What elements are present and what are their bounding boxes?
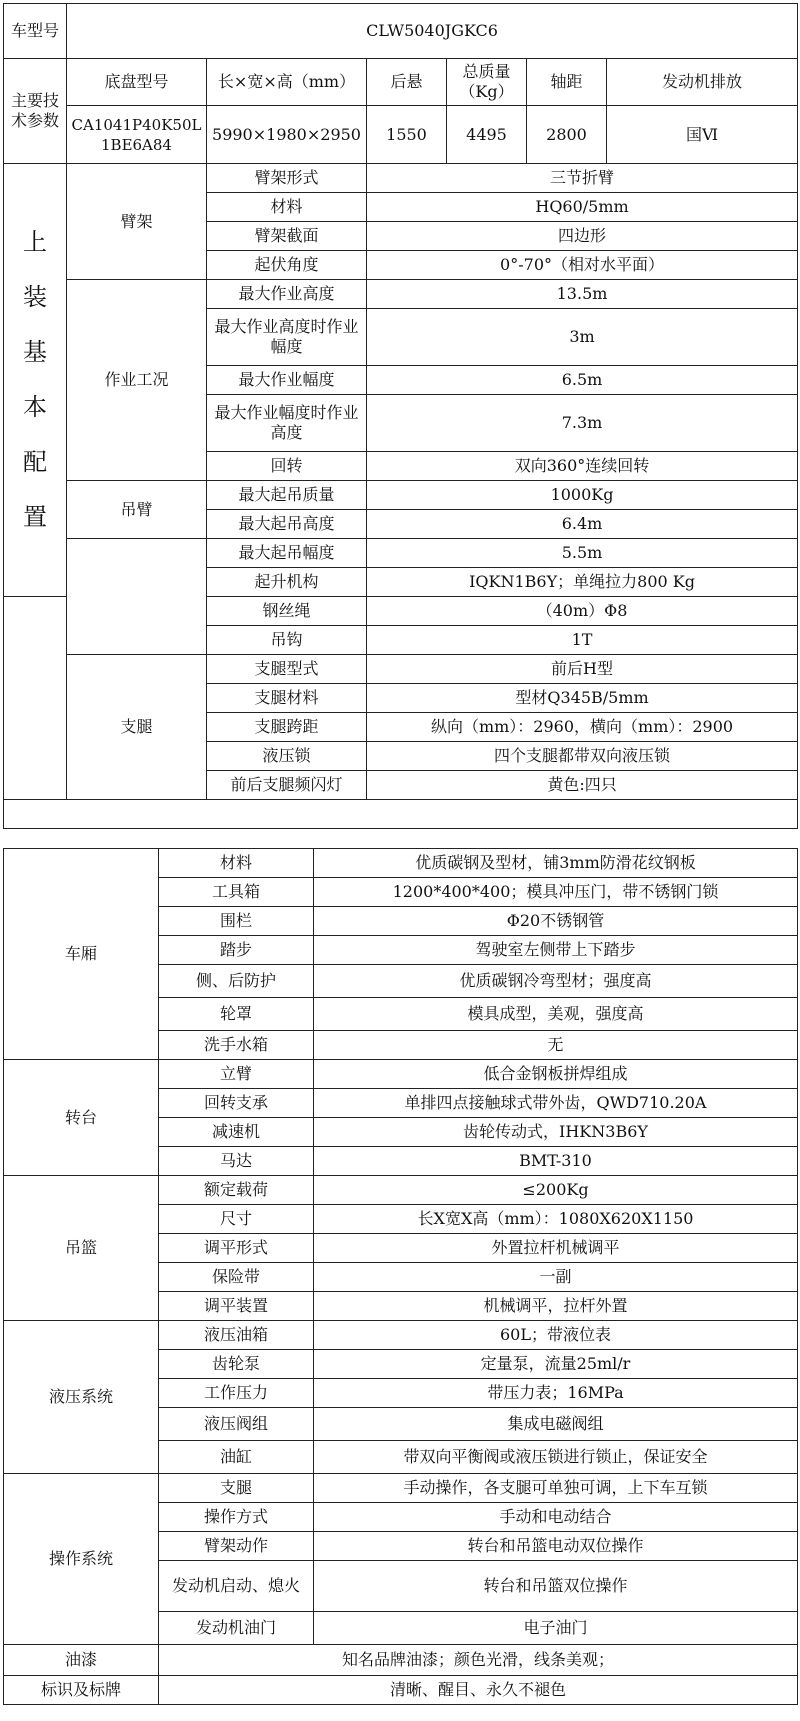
row-key: 操作方式 bbox=[159, 1503, 314, 1532]
label-marking: 标识及标牌 bbox=[4, 1676, 159, 1705]
header-total-mass: 总质量（Kg） bbox=[447, 59, 527, 106]
group-legs: 支腿 bbox=[67, 655, 207, 800]
row-value: 型材Q345B/5mm bbox=[367, 684, 798, 713]
label-paint: 油漆 bbox=[4, 1645, 159, 1676]
row-key: 减速机 bbox=[159, 1118, 314, 1147]
row-key: 吊钩 bbox=[207, 626, 367, 655]
header-emission: 发动机排放 bbox=[607, 59, 798, 106]
row-key: 起升机构 bbox=[207, 568, 367, 597]
row-key: 最大作业幅度时作业高度 bbox=[207, 395, 367, 452]
row-key: 保险带 bbox=[159, 1263, 314, 1292]
row-key: 前后支腿频闪灯 bbox=[207, 771, 367, 800]
label-main-params: 主要技术参数 bbox=[4, 59, 67, 164]
group-operation: 操作系统 bbox=[4, 1474, 159, 1645]
row-key: 油缸 bbox=[159, 1441, 314, 1474]
upper-char: 装 bbox=[23, 283, 47, 311]
row-key: 调平装置 bbox=[159, 1292, 314, 1321]
row-key: 支腿跨距 bbox=[207, 713, 367, 742]
row-value: IQKN1B6Y；单绳拉力800 Kg bbox=[367, 568, 798, 597]
row-key: 支腿型式 bbox=[207, 655, 367, 684]
row-key: 材料 bbox=[207, 193, 367, 222]
label-upper-config bbox=[4, 164, 67, 597]
row-key: 侧、后防护 bbox=[159, 965, 314, 998]
row-value: 3m bbox=[367, 309, 798, 366]
spec-table-upper bbox=[3, 3, 798, 829]
row-key: 额定载荷 bbox=[159, 1176, 314, 1205]
row-key: 尺寸 bbox=[159, 1205, 314, 1234]
row-value: 7.3m bbox=[367, 395, 798, 452]
row-value: 1000Kg bbox=[367, 481, 798, 510]
row-value: 电子油门 bbox=[314, 1612, 798, 1645]
row-value: 优质碳钢及型材，铺3mm防滑花纹钢板 bbox=[314, 849, 798, 878]
row-key: 回转支承 bbox=[159, 1089, 314, 1118]
header-wheelbase: 轴距 bbox=[527, 59, 607, 106]
row-value: 带压力表；16MPa bbox=[314, 1379, 798, 1408]
spec-table-lower bbox=[3, 848, 798, 1705]
row-key: 最大作业高度 bbox=[207, 280, 367, 309]
row-value: 60L；带液位表 bbox=[314, 1321, 798, 1350]
row-value: 手动和电动结合 bbox=[314, 1503, 798, 1532]
model-value: CLW5040JGKC6 bbox=[67, 4, 798, 59]
row-key: 洗手水箱 bbox=[159, 1031, 314, 1060]
row-value: 黄色:四只 bbox=[367, 771, 798, 800]
value-rear-overhang: 1550 bbox=[367, 106, 447, 164]
row-key: 踏步 bbox=[159, 936, 314, 965]
row-value: Φ20不锈钢管 bbox=[314, 907, 798, 936]
row-value: 单排四点接触球式带外齿，QWD710.20A bbox=[314, 1089, 798, 1118]
value-emission: 国Ⅵ bbox=[607, 106, 798, 164]
row-value: ≤200Kg bbox=[314, 1176, 798, 1205]
upper-char: 本 bbox=[23, 393, 47, 421]
row-value: 齿轮传动式，IHKN3B6Y bbox=[314, 1118, 798, 1147]
row-value: HQ60/5mm bbox=[367, 193, 798, 222]
row-key: 臂架截面 bbox=[207, 222, 367, 251]
row-value: 无 bbox=[314, 1031, 798, 1060]
row-key: 发动机启动、熄火 bbox=[159, 1561, 314, 1612]
header-rear-overhang: 后悬 bbox=[367, 59, 447, 106]
row-key: 围栏 bbox=[159, 907, 314, 936]
row-key: 支腿材料 bbox=[207, 684, 367, 713]
row-value: 1T bbox=[367, 626, 798, 655]
row-value: 长X宽X高（mm）：1080X620X1150 bbox=[314, 1205, 798, 1234]
row-key: 支腿 bbox=[159, 1474, 314, 1503]
upper-char: 配 bbox=[23, 448, 47, 476]
row-key: 工具箱 bbox=[159, 878, 314, 907]
row-value: 双向360°连续回转 bbox=[367, 452, 798, 481]
value-total-mass: 4495 bbox=[447, 106, 527, 164]
row-value: 四边形 bbox=[367, 222, 798, 251]
row-value: 四个支腿都带双向液压锁 bbox=[367, 742, 798, 771]
row-key: 马达 bbox=[159, 1147, 314, 1176]
group-basket: 吊篮 bbox=[4, 1176, 159, 1321]
label-upper-cont bbox=[4, 597, 67, 800]
row-value: 带双向平衡阀或液压锁进行锁止，保证安全 bbox=[314, 1441, 798, 1474]
row-value: 转台和吊篮电动双位操作 bbox=[314, 1532, 798, 1561]
row-key: 最大起吊幅度 bbox=[207, 539, 367, 568]
value-chassis: CA1041P40K50L1BE6A84 bbox=[67, 106, 207, 164]
row-value: 一副 bbox=[314, 1263, 798, 1292]
row-key: 回转 bbox=[207, 452, 367, 481]
row-value: 13.5m bbox=[367, 280, 798, 309]
group-hydraulics: 液压系统 bbox=[4, 1321, 159, 1474]
row-value: 模具成型，美观，强度高 bbox=[314, 998, 798, 1031]
row-key: 臂架形式 bbox=[207, 164, 367, 193]
row-value: 1200*400*400；模具冲压门，带不锈钢门锁 bbox=[314, 878, 798, 907]
group-boom: 臂架 bbox=[67, 164, 207, 280]
row-key: 臂架动作 bbox=[159, 1532, 314, 1561]
row-key: 液压阀组 bbox=[159, 1408, 314, 1441]
row-key: 齿轮泵 bbox=[159, 1350, 314, 1379]
row-key: 轮罩 bbox=[159, 998, 314, 1031]
row-key: 立臂 bbox=[159, 1060, 314, 1089]
row-value: （40m）Φ8 bbox=[367, 597, 798, 626]
row-key: 工作压力 bbox=[159, 1379, 314, 1408]
row-value: 机械调平，拉杆外置 bbox=[314, 1292, 798, 1321]
row-value: BMT-310 bbox=[314, 1147, 798, 1176]
row-value: 转台和吊篮双位操作 bbox=[314, 1561, 798, 1612]
row-value: 手动操作，各支腿可单独可调，上下车互锁 bbox=[314, 1474, 798, 1503]
row-key: 最大起吊质量 bbox=[207, 481, 367, 510]
upper-char: 上 bbox=[23, 228, 47, 256]
row-value: 驾驶室左侧带上下踏步 bbox=[314, 936, 798, 965]
row-value: 集成电磁阀组 bbox=[314, 1408, 798, 1441]
upper-char: 置 bbox=[23, 503, 47, 531]
header-chassis: 底盘型号 bbox=[67, 59, 207, 106]
row-value: 6.5m bbox=[367, 366, 798, 395]
row-value: 外置拉杆机械调平 bbox=[314, 1234, 798, 1263]
row-key: 液压锁 bbox=[207, 742, 367, 771]
row-key: 液压油箱 bbox=[159, 1321, 314, 1350]
group-crane-cont bbox=[67, 539, 207, 655]
row-value: 三节折臂 bbox=[367, 164, 798, 193]
value-wheelbase: 2800 bbox=[527, 106, 607, 164]
row-value: 定量泵，流量25ml/r bbox=[314, 1350, 798, 1379]
row-value: 纵向（mm）：2960，横向（mm）：2900 bbox=[367, 713, 798, 742]
group-work: 作业工况 bbox=[67, 280, 207, 481]
row-key: 材料 bbox=[159, 849, 314, 878]
spacer-row bbox=[4, 800, 798, 829]
row-key: 最大起吊高度 bbox=[207, 510, 367, 539]
row-value: 前后H型 bbox=[367, 655, 798, 684]
row-value: 5.5m bbox=[367, 539, 798, 568]
row-key: 最大作业高度时作业幅度 bbox=[207, 309, 367, 366]
value-dimensions: 5990×1980×2950 bbox=[207, 106, 367, 164]
row-value: 优质碳钢冷弯型材；强度高 bbox=[314, 965, 798, 998]
label-model: 车型号 bbox=[4, 4, 67, 59]
value-paint: 知名品牌油漆；颜色光滑，线条美观； bbox=[159, 1645, 798, 1676]
row-value: 6.4m bbox=[367, 510, 798, 539]
row-value: 0°-70°（相对水平面） bbox=[367, 251, 798, 280]
row-value: 低合金钢板拼焊组成 bbox=[314, 1060, 798, 1089]
row-key: 最大作业幅度 bbox=[207, 366, 367, 395]
group-turret: 转台 bbox=[4, 1060, 159, 1176]
row-key: 调平形式 bbox=[159, 1234, 314, 1263]
row-key: 钢丝绳 bbox=[207, 597, 367, 626]
upper-char: 基 bbox=[23, 338, 47, 366]
header-dimensions: 长×宽×高（mm） bbox=[207, 59, 367, 106]
group-body: 车厢 bbox=[4, 849, 159, 1060]
group-crane: 吊臂 bbox=[67, 481, 207, 539]
value-marking: 清晰、醒目、永久不褪色 bbox=[159, 1676, 798, 1705]
row-key: 发动机油门 bbox=[159, 1612, 314, 1645]
row-key: 起伏角度 bbox=[207, 251, 367, 280]
